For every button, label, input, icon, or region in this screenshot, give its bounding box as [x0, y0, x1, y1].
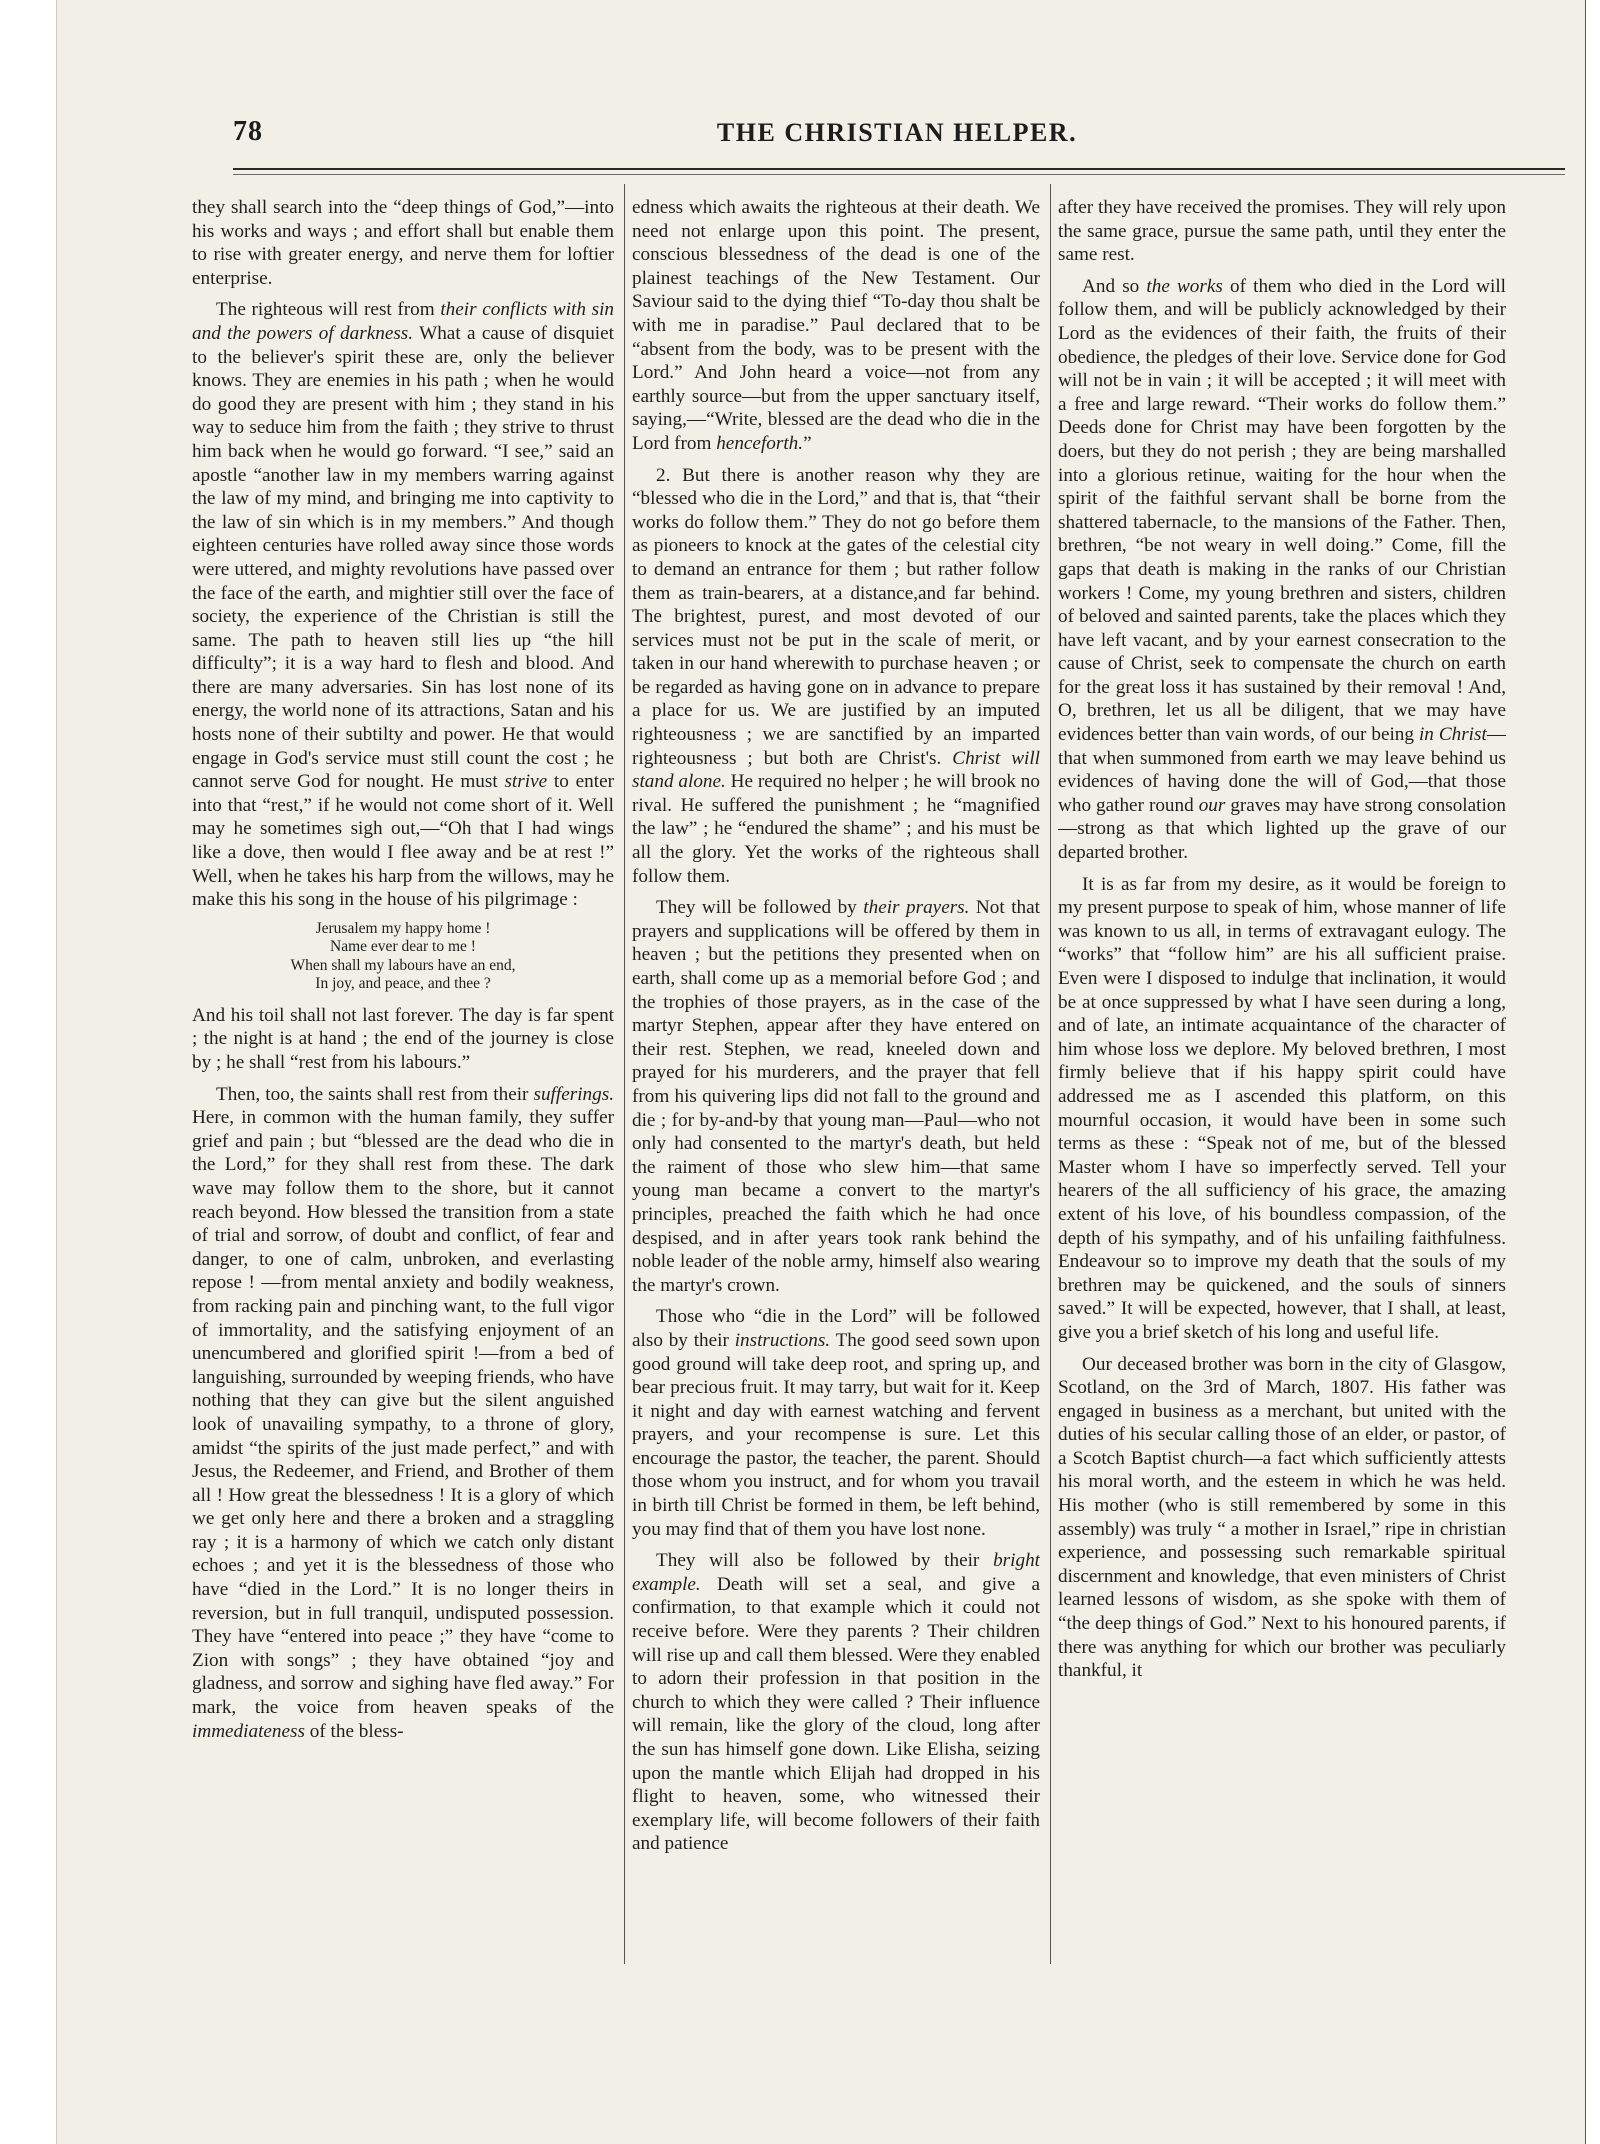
verse-line: Jerusalem my happy home !	[315, 919, 491, 937]
paragraph: And so the works of them who died in the Lord will follow them, and will be publicly acknowledged by their Lord as the evidences of their faith, the fruits of their obedience, the pledges of their love. Service done for God will not be in vain ; it will be accepted ; it will meet with a free and large reward. “Their works do follow them.” Deeds done for Christ may have been forgotten by the doers, but they do not perish ; they are being marshalled into a glorious retinue, waiting for the hour when the spirit of the faithful servant shall be borne from the shattered tabernacle, to the mansions of the Father. Then, brethren, “be not weary in well doing.” Come, fill the gaps that death is making in the ranks of our Christian workers ! Come, my young brethren and sisters, children of beloved and sainted parents, take the places which they have left vacant, and by your earnest consecration to the cause of Christ, seek to compensate the church on earth for the great loss it has sustained by their removal ! And, O, brethren, let us all be diligent, that we may have evidences better than vain words, of our being in Christ—that when summoned from earth we may leave behind us evidences of having done the will of God,—that those who gather round our graves may have strong consolation—strong as that which lighted up the grave of our departed brother.	[1058, 275, 1506, 864]
column-2	[632, 196, 1040, 1966]
paragraph: Our deceased brother was born in the city of Glasgow, Scotland, on the 3rd of March, 1807. His father was engaged in business as a merchant, but united with the duties of his secular calling those of an elder, or pastor, of a Scotch Baptist church—a fact which sufficiently attests his moral worth, and the esteem in which he was held. His mother (who is still remembered by some in this assembly) was truly “ a mother in Israel,” ripe in christian experience, and possessing such remarkable spiritual discernment and knowledge, that even ministers of Christ learned lessons of wisdom, as she spoke with them of “the deep things of God.” Next to his honoured parents, if there was anything for which our brother was peculiarly thankful, it	[1058, 1353, 1506, 1682]
page-number: 78	[233, 116, 263, 147]
paragraph: they shall search into the “deep things of God,”—into his works and ways ; and effort shall but enable them to rise with greater energy, and nerve them for loftier enterprise.	[192, 197, 614, 289]
paragraph: after they have received the promises. They will rely upon the same grace, pursue the same path, until they enter the same rest.	[1058, 197, 1506, 266]
verse-line: When shall my labours have an end,	[290, 956, 516, 974]
paragraph: Those who “die in the Lord” will be followed also by their instructions. The good seed sown upon good ground will take deep root, and spring up, and bear precious fruit. It may tarry, but wait for it. Keep it night and day with earnest watching and fervent prayers, and your recompense is sure. Let this encourage the pastor, the teacher, the parent. Should those whom you instruct, and for whom you travail in birth till Christ be formed in them, be left behind, you may find that of them you have lost none.	[632, 1306, 1040, 1540]
verse-line: Name ever dear to me !	[330, 938, 476, 956]
column-divider-2	[1050, 184, 1051, 1964]
margin-strip	[1586, 0, 1600, 2144]
column-3	[1058, 196, 1506, 1966]
paragraph: The righteous will rest from their conflicts with sin and the powers of darkness. What a cause of disquiet to the believer's spirit these are, only the believer knows. They are enemies in his path ; when he would do good they are present with him ; they stand in his way to seduce him from the faith ; they strive to thrust him back when he would go forward. “I see,” said an apostle “another law in my members warring against the law of my mind, and bringing me into captivity to the law of sin which is in my members.” And though eighteen centuries have rolled away since those words were uttered, and mighty revolutions have passed over the face of the earth, and mightier still over the face of society, the experience of the Christian is still the same. The path to heaven still lies up “the hill difficulty”; it is a way hard to flesh and blood. And there are many adversaries. Sin has lost none of its energy, the world none of its attractions, Satan and his hosts none of their subtilty and power. He that would engage in God's service must still count the cost ; he cannot serve God for nought. He must strive to enter into that “rest,” if he would not come short of it. Well may he sometimes sigh out,—“Oh that I had wings like a dove, then would I flee away and be at rest !” Well, when he takes his harp from the willows, may he make this his song in the house of his pilgrimage :	[192, 299, 614, 911]
column-divider-1	[624, 184, 625, 1964]
header-rule-thick	[233, 168, 1565, 170]
paragraph: edness which awaits the righteous at their death. We need not enlarge upon this point. The present, conscious blessedness of the dead is one of the plainest teachings of the New Testament. Our Saviour said to the dying thief “To-day thou shalt be with me in paradise.” Paul declared that to be “absent from the body, was to be present with the Lord.” And John heard a voice—not from any earthly source—but from the upper sanctuary itself, saying,—“Write, blessed are the dead who die in the Lord from henceforth.”	[632, 197, 1040, 454]
paragraph: Then, too, the saints shall rest from their sufferings. Here, in common with the human family, they suffer grief and pain ; but “blessed are the dead who die in the Lord,” for they shall rest from these. The dark wave may follow them to the shore, but it cannot reach beyond. How blessed the transition from a state of trial and sorrow, of doubt and conflict, of fear and danger, to one of calm, unbroken, and everlasting repose ! —from mental anxiety and bodily weakness, from racking pain and pinching want, to the full vigor of immortality, and the satisfying enjoyment of an unencumbered and glorified spirit !—from a bed of languishing, surrounded by weeping friends, who have nothing that they can give but the silent anguished look of unavailing sympathy, to a throne of glory, amidst “the spirits of the just made perfect,” and with Jesus, the Redeemer, and Friend, and Brother of them all ! How great the blessedness ! It is a glory of which we get only here and there a broken and a straggling ray ; it is a harmony of which we catch only distant echoes ; and yet it is the blessedness of those who have “died in the Lord.” It is no longer theirs in reversion, but in full tranquil, undisputed possession. They have “entered into peace ;” they have “come to Zion with songs” ; they have obtained “joy and gladness, and sorrow and sighing have fled away.” For mark, the voice from heaven speaks of the immediateness of the bless-	[192, 1083, 614, 1742]
paragraph: It is as far from my desire, as it would be foreign to my present purpose to speak of him, whose manner of life was known to us all, in terms of extravagant eulogy. The “works” that “follow him” are his all sufficient praise. Even were I disposed to indulge that inclination, it would be at once suppressed by what I have seen during a long, and of late, an intimate acquaintance of the character of him whose loss we deplore. My beloved brethren, I most firmly believe that if his happy spirit could have addressed me as I ascended this platform, on this mournful occasion, it would have been in some such terms as these : “Speak not of me, but of the blessed Master whom I have so imperfectly served. Tell your hearers of the all sufficiency of his grace, the amazing extent of his love, of his boundless compassion, of the depth of his sympathy, and of his unfailing faithfulness. Endeavour so to improve my death that the souls of my brethren may be quickened, and the souls of sinners saved.” It will be expected, however, that I shall, at least, give you a brief sketch of his long and useful life.	[1058, 873, 1506, 1343]
paragraph: They will also be followed by their bright example. Death will set a seal, and give a confirmation, to that example which it could not receive before. Were they parents ? Their children will rise up and call them blessed. Were they enabled to adorn their profession in that position in the church to which they were called ? Their influence will remain, like the glory of the cloud, long after the sun has himself gone down. Like Elisha, seizing upon the mantle which Elijah had dropped in his flight to heaven, some, who witnessed their exemplary life, will become followers of their faith and patience	[632, 1550, 1040, 1855]
verse-line: In joy, and peace, and thee ?	[315, 975, 491, 993]
running-title: THE CHRISTIAN HELPER.	[716, 118, 1078, 147]
hymn-verse	[192, 920, 614, 994]
column-1	[192, 196, 614, 1966]
header-rule-thin	[233, 174, 1565, 175]
paragraph: They will be followed by their prayers. Not that prayers and supplications will be offered by them in heaven ; but the petitions they presented when on earth, shall come up as a memorial before God ; and the trophies of those prayers, as in the case of the martyr Stephen, appear after they have entered on their rest. Stephen, we read, kneeled down and prayed for his murderers, and the prayer that fell from his quivering lips did not fall to the ground and die ; for by-and-by that young man—Paul—who not only had consented to the martyr's death, but held the raiment of those who slew him—that same young man became a convert to the martyr's principles, preached the faith which he had once despised, and in after years took rank behind the noble leader of the noble army, himself also wearing the martyr's crown.	[632, 897, 1040, 1296]
paragraph: 2. But there is another reason why they are “blessed who die in the Lord,” and that is, that “their works do follow them.” They do not go before them as pioneers to knock at the gates of the celestial city to demand an entrance for them ; but rather follow them as train-bearers, at a distance,and far behind. The brightest, purest, and most devoted of our services must not be put in the scale of merit, or taken in our hand wherewith to purchase heaven ; or be regarded as having gone on in advance to prepare a place for us. We are justified by an imputed righteousness ; we are sanctified by an imparted righteousness ; but both are Christ's. Christ will stand alone. He required no helper ; he will brook no rival. He suffered the punishment ; he “magnified the law” ; he “endured the shame” ; and his must be all the glory. Yet the works of the righteous shall follow them.	[632, 464, 1040, 887]
paragraph: And his toil shall not last forever. The day is far spent ; the night is at hand ; the end of the journey is close by ; he shall “rest from his labours.”	[192, 1004, 614, 1073]
